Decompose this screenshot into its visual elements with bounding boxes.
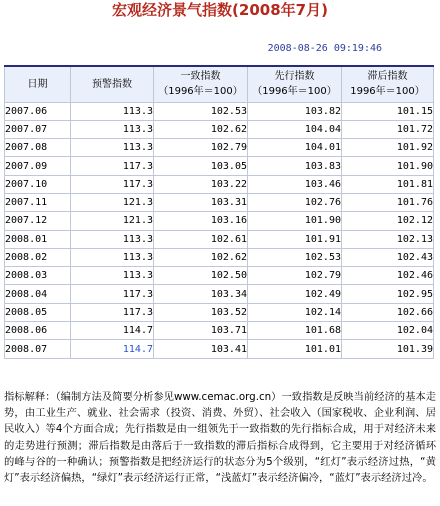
cell-warning-index: 113.3 <box>71 102 154 120</box>
cell-leading-index: 104.04 <box>248 120 342 138</box>
cell-lagging-index: 102.66 <box>342 303 434 321</box>
index-table <box>4 65 434 359</box>
cell-date: 2007.12 <box>5 212 71 230</box>
table-row <box>5 157 434 175</box>
cell-date: 2008.03 <box>5 267 71 285</box>
cell-warning-index: 113.3 <box>71 139 154 157</box>
cell-lagging-index: 102.13 <box>342 230 434 248</box>
cell-leading-index: 104.01 <box>248 139 342 157</box>
cell-warning-index: 121.3 <box>71 193 154 211</box>
cell-coincident-index: 103.34 <box>154 285 248 303</box>
cell-lagging-index: 102.95 <box>342 285 434 303</box>
table-row <box>5 340 434 358</box>
cell-lagging-index: 101.76 <box>342 193 434 211</box>
cell-warning-index: 114.7 <box>71 340 154 358</box>
table-row <box>5 248 434 266</box>
cell-lagging-index: 101.15 <box>342 102 434 120</box>
cell-leading-index: 103.82 <box>248 102 342 120</box>
header-date <box>5 66 71 102</box>
header-line: 一致指数 <box>180 71 221 83</box>
cell-date: 2008.02 <box>5 248 71 266</box>
header-line: 日期 <box>27 78 48 90</box>
cell-date: 2007.10 <box>5 175 71 193</box>
table-row <box>5 120 434 138</box>
table-row <box>5 193 434 211</box>
table-row <box>5 139 434 157</box>
cell-coincident-index: 103.31 <box>154 193 248 211</box>
cell-warning-index: 113.3 <box>71 120 154 138</box>
cell-warning-index: 117.3 <box>71 157 154 175</box>
cell-coincident-index: 102.62 <box>154 248 248 266</box>
table-header <box>5 66 434 102</box>
cell-warning-index: 113.3 <box>71 267 154 285</box>
cell-leading-index: 102.79 <box>248 267 342 285</box>
cell-coincident-index: 103.05 <box>154 157 248 175</box>
cell-warning-index: 117.3 <box>71 285 154 303</box>
cell-date: 2007.09 <box>5 157 71 175</box>
cell-coincident-index: 103.71 <box>154 322 248 340</box>
table-row <box>5 102 434 120</box>
header-line: 1996年＝100） <box>350 86 425 98</box>
cell-leading-index: 102.76 <box>248 193 342 211</box>
table-row <box>5 285 434 303</box>
cell-date: 2008.04 <box>5 285 71 303</box>
cell-coincident-index: 102.50 <box>154 267 248 285</box>
cell-date: 2008.01 <box>5 230 71 248</box>
header-lagging-index <box>342 66 434 102</box>
table-row <box>5 175 434 193</box>
publish-datetime: 2008-08-26 09:19:46 <box>267 43 382 54</box>
cell-leading-index: 102.53 <box>248 248 342 266</box>
cell-leading-index: 103.46 <box>248 175 342 193</box>
cell-lagging-index: 101.92 <box>342 139 434 157</box>
header-row <box>5 66 434 102</box>
table-body <box>5 102 434 358</box>
header-warning-index <box>71 66 154 102</box>
cell-date: 2007.08 <box>5 139 71 157</box>
cell-warning-index: 117.3 <box>71 303 154 321</box>
cell-warning-index: 113.3 <box>71 248 154 266</box>
cell-leading-index: 101.90 <box>248 212 342 230</box>
table-row <box>5 230 434 248</box>
cell-coincident-index: 103.22 <box>154 175 248 193</box>
cell-date: 2007.06 <box>5 102 71 120</box>
cell-warning-index: 114.7 <box>71 322 154 340</box>
table-row <box>5 322 434 340</box>
cell-coincident-index: 103.16 <box>154 212 248 230</box>
cell-leading-index: 103.83 <box>248 157 342 175</box>
cell-lagging-index: 101.39 <box>342 340 434 358</box>
cell-coincident-index: 102.53 <box>154 102 248 120</box>
cell-date: 2008.06 <box>5 322 71 340</box>
header-leading-index <box>248 66 342 102</box>
cell-date: 2008.07 <box>5 340 71 358</box>
cell-leading-index: 102.49 <box>248 285 342 303</box>
indicator-explanation: 指标解释：（编制方法及简要分析参见www.cemac.org.cn）一致指数是反映当前经济的基本走势，由工业生产、就业、社会需求（投资、消费、外贸）、社会收入（国家税收、企业利润、居民收入）等4个方面合成；先行指数是由一组领先于一致指数的先行指标合成，用于对经济未来的走势进行预测；滞后指数是由落后于一致指数的滞后指标合成得到，它主要用于对经济循环的峰与谷的一种确认；预警指数是把经济运行的状态分为5个级别，“红灯”表示经济过热，“黄灯”表示经济偏热，“绿灯”表示经济运行正常，“浅蓝灯”表示经济偏冷，“蓝灯”表示经济过冷。 <box>4 391 436 485</box>
cell-coincident-index: 102.62 <box>154 120 248 138</box>
cell-warning-index: 113.3 <box>71 230 154 248</box>
cell-date: 2008.05 <box>5 303 71 321</box>
cell-date: 2007.07 <box>5 120 71 138</box>
table-row <box>5 212 434 230</box>
header-line: 预警指数 <box>92 78 132 90</box>
table-row <box>5 303 434 321</box>
header-line: （1996年＝100） <box>158 86 243 98</box>
cell-date: 2007.11 <box>5 193 71 211</box>
cell-warning-index: 117.3 <box>71 175 154 193</box>
page-title: 宏观经济景气指数(2008年7月) <box>112 1 328 19</box>
cell-lagging-index: 102.43 <box>342 248 434 266</box>
cell-coincident-index: 103.41 <box>154 340 248 358</box>
cell-lagging-index: 102.12 <box>342 212 434 230</box>
header-line: 滞后指数 <box>367 71 408 83</box>
cell-lagging-index: 102.04 <box>342 322 434 340</box>
cell-leading-index: 102.14 <box>248 303 342 321</box>
cell-leading-index: 101.01 <box>248 340 342 358</box>
cell-coincident-index: 102.79 <box>154 139 248 157</box>
header-line: （1996年＝100） <box>252 86 337 98</box>
cell-warning-index: 121.3 <box>71 212 154 230</box>
table-row <box>5 267 434 285</box>
cell-leading-index: 101.68 <box>248 322 342 340</box>
cell-coincident-index: 103.52 <box>154 303 248 321</box>
cell-leading-index: 101.91 <box>248 230 342 248</box>
header-line: 先行指数 <box>274 71 315 83</box>
cell-lagging-index: 102.46 <box>342 267 434 285</box>
cell-lagging-index: 101.90 <box>342 157 434 175</box>
cell-lagging-index: 101.72 <box>342 120 434 138</box>
cell-coincident-index: 102.61 <box>154 230 248 248</box>
cell-lagging-index: 101.81 <box>342 175 434 193</box>
header-coincident-index <box>154 66 248 102</box>
